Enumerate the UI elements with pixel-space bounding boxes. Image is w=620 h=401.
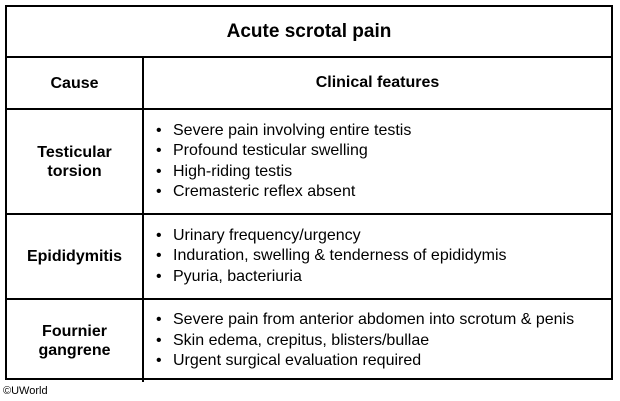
list-item: • Urinary frequency/urgency: [155, 226, 507, 247]
cause-line: torsion: [47, 162, 102, 180]
header-row: [7, 58, 611, 110]
list-item: • High-riding testis: [155, 162, 411, 183]
cause-line: Fournier: [42, 323, 107, 340]
feature-list: [155, 226, 507, 288]
cause-cell: [7, 215, 144, 298]
feature-list: [155, 310, 574, 372]
list-item: • Pyuria, bacteriuria: [155, 267, 507, 288]
features-cell: [144, 215, 611, 298]
list-item: • Skin edema, crepitus, blisters/bullae: [155, 331, 574, 352]
cause-line: Epididymitis: [26, 248, 123, 265]
features-cell: [144, 300, 611, 382]
table-row-fournier-gangrene: [7, 300, 611, 382]
cause-cell: [7, 110, 144, 213]
header-cause: Cause: [7, 58, 144, 108]
table-row-epididymitis: [7, 215, 611, 300]
cause-line: Testicular: [37, 143, 112, 161]
list-item: • Severe pain from anterior abdomen into scrotum & penis: [155, 310, 574, 331]
list-item: • Induration, swelling & tenderness of epididymis: [155, 246, 507, 267]
feature-list: [155, 121, 411, 203]
features-cell: [144, 110, 611, 213]
cause-line: gangrene: [38, 342, 111, 359]
cause-cell: [7, 300, 144, 382]
list-item: • Severe pain involving entire testis: [155, 121, 411, 142]
header-clinical-features: Clinical features: [315, 74, 440, 91]
list-item: • Urgent surgical evaluation required: [155, 351, 574, 372]
table-title: Acute scrotal pain: [7, 7, 611, 58]
copyright-notice: ©UWorld: [3, 385, 48, 397]
list-item: • Profound testicular swelling: [155, 141, 411, 162]
scrotal-pain-table: [5, 5, 613, 380]
list-item: • Cremasteric reflex absent: [155, 182, 411, 203]
table-row-testicular-torsion: [7, 110, 611, 215]
